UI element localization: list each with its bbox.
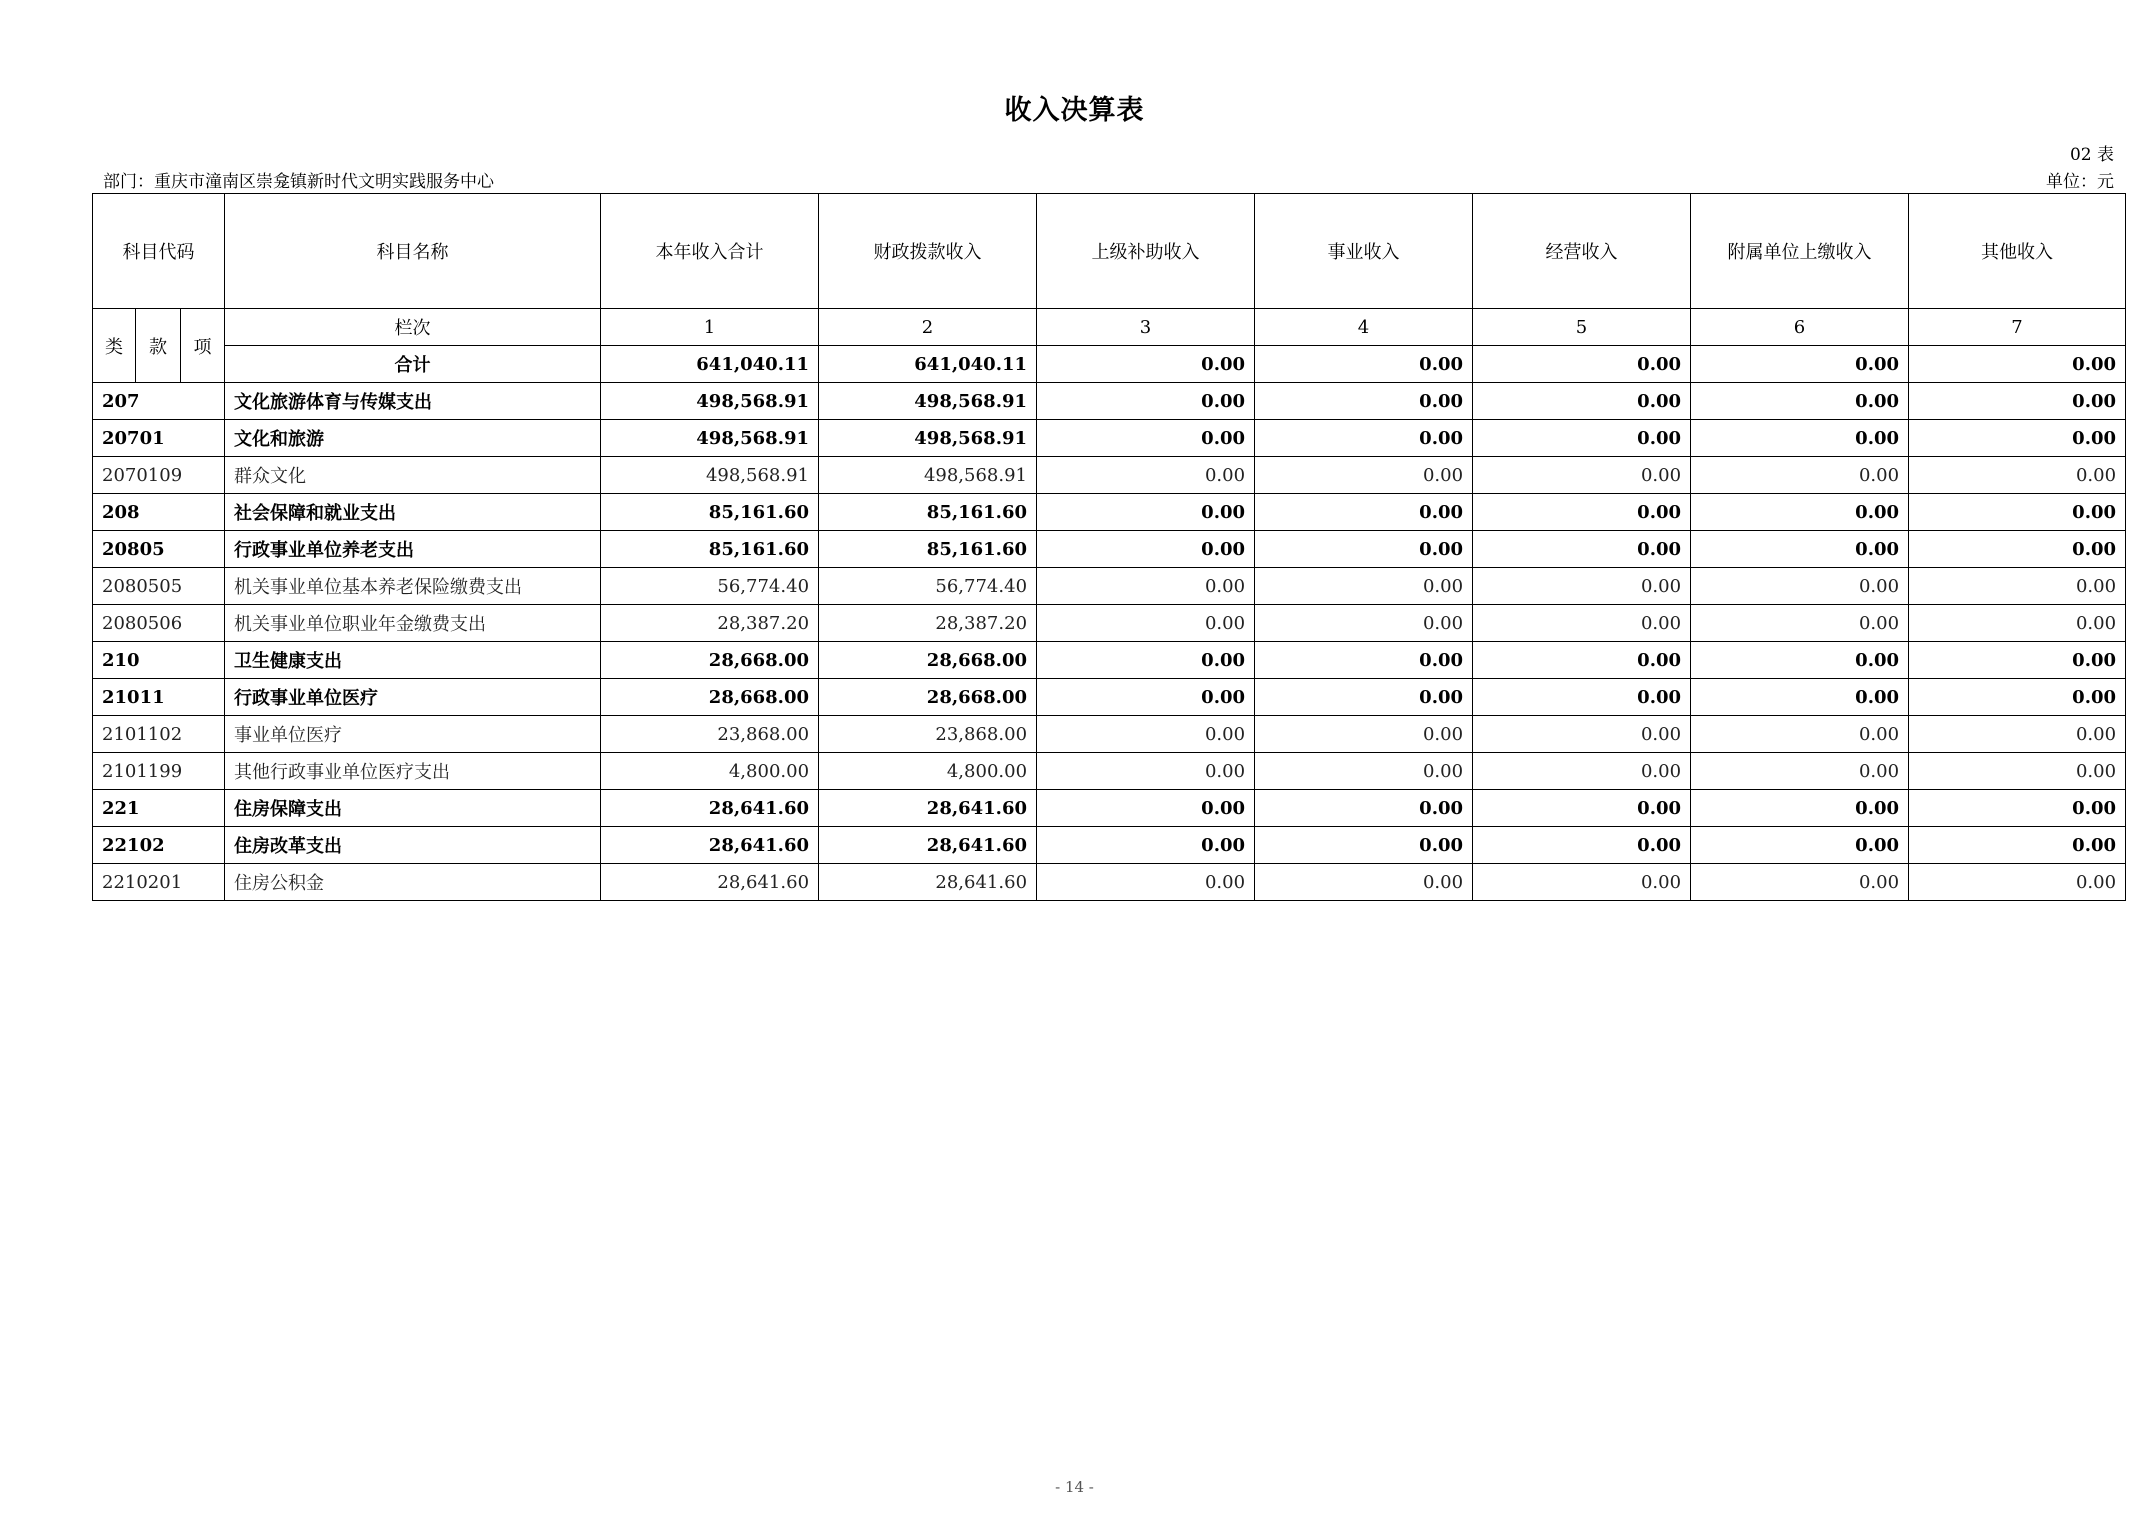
row-value: 0.00: [1909, 605, 2126, 642]
row-value: 0.00: [1909, 753, 2126, 790]
unit-label: 单位：元: [2046, 172, 2114, 192]
row-value: 0.00: [1691, 864, 1909, 901]
row-value: 0.00: [1691, 753, 1909, 790]
table-row: [93, 457, 2126, 494]
row-value: 0.00: [1255, 642, 1473, 679]
table-row: [93, 568, 2126, 605]
row-value: 498,568.91: [819, 420, 1037, 457]
row-value: 0.00: [1037, 790, 1255, 827]
row-name: 机关事业单位基本养老保险缴费支出: [225, 568, 601, 605]
row-value: 0.00: [1037, 605, 1255, 642]
table-row: [93, 642, 2126, 679]
row-value: 0.00: [1473, 642, 1691, 679]
row-value: 0.00: [1473, 568, 1691, 605]
row-value: 0.00: [1691, 642, 1909, 679]
row-value: 28,641.60: [601, 827, 819, 864]
total-value: 0.00: [1473, 346, 1691, 383]
department-label: 部门：重庆市潼南区崇龛镇新时代文明实践服务中心: [103, 172, 494, 192]
row-value: 0.00: [1255, 494, 1473, 531]
table-row: [93, 753, 2126, 790]
header-row: [93, 194, 2126, 309]
header-col: 本年收入合计: [601, 194, 819, 309]
row-value: 0.00: [1255, 753, 1473, 790]
row-value: 0.00: [1473, 790, 1691, 827]
row-value: 0.00: [1473, 864, 1691, 901]
row-value: 0.00: [1037, 383, 1255, 420]
row-value: 0.00: [1473, 679, 1691, 716]
row-value: 0.00: [1473, 531, 1691, 568]
row-value: 23,868.00: [819, 716, 1037, 753]
total-row: [93, 346, 2126, 383]
row-value: 0.00: [1473, 494, 1691, 531]
row-code: 210: [93, 642, 225, 679]
row-value: 0.00: [1037, 827, 1255, 864]
row-code: 20701: [93, 420, 225, 457]
row-value: 0.00: [1691, 716, 1909, 753]
row-name: 住房保障支出: [225, 790, 601, 827]
header-col: 其他收入: [1909, 194, 2126, 309]
row-value: 0.00: [1255, 716, 1473, 753]
row-value: 0.00: [1473, 753, 1691, 790]
row-value: 498,568.91: [819, 383, 1037, 420]
row-name: 文化旅游体育与传媒支出: [225, 383, 601, 420]
row-value: 0.00: [1255, 827, 1473, 864]
column-number: 5: [1473, 309, 1691, 346]
row-value: 0.00: [1473, 716, 1691, 753]
table-row: [93, 716, 2126, 753]
row-value: 4,800.00: [601, 753, 819, 790]
row-value: 85,161.60: [601, 531, 819, 568]
header-lei: 类: [93, 309, 136, 383]
row-value: 0.00: [1909, 679, 2126, 716]
row-value: 28,387.20: [819, 605, 1037, 642]
row-name: 行政事业单位医疗: [225, 679, 601, 716]
row-code: 2101199: [93, 753, 225, 790]
row-value: 0.00: [1473, 827, 1691, 864]
row-value: 0.00: [1255, 790, 1473, 827]
row-value: 0.00: [1037, 716, 1255, 753]
column-number: 4: [1255, 309, 1473, 346]
row-value: 0.00: [1037, 531, 1255, 568]
row-value: 0.00: [1909, 568, 2126, 605]
page-number: - 14 -: [1055, 1478, 1094, 1496]
row-value: 0.00: [1473, 605, 1691, 642]
row-value: 0.00: [1909, 864, 2126, 901]
row-code: 2210201: [93, 864, 225, 901]
header-kuan: 款: [136, 309, 181, 383]
table-row: [93, 605, 2126, 642]
header-col: 事业收入: [1255, 194, 1473, 309]
column-number: 3: [1037, 309, 1255, 346]
header-col: 财政拨款收入: [819, 194, 1037, 309]
row-code: 208: [93, 494, 225, 531]
row-value: 0.00: [1909, 716, 2126, 753]
column-number-row: [93, 309, 2126, 346]
row-value: 0.00: [1691, 457, 1909, 494]
row-value: 0.00: [1909, 642, 2126, 679]
row-value: 28,641.60: [819, 827, 1037, 864]
table-row: [93, 827, 2126, 864]
row-value: 0.00: [1691, 568, 1909, 605]
row-name: 文化和旅游: [225, 420, 601, 457]
total-label: 合计: [225, 346, 601, 383]
row-value: 0.00: [1691, 790, 1909, 827]
header-code: 科目代码: [93, 194, 225, 309]
row-value: 0.00: [1037, 753, 1255, 790]
row-value: 0.00: [1909, 383, 2126, 420]
lanci-label: 栏次: [225, 309, 601, 346]
row-value: 28,668.00: [601, 679, 819, 716]
form-number: 02 表: [2069, 145, 2114, 165]
row-name: 其他行政事业单位医疗支出: [225, 753, 601, 790]
row-value: 498,568.91: [819, 457, 1037, 494]
row-value: 0.00: [1691, 531, 1909, 568]
row-value: 0.00: [1909, 457, 2126, 494]
row-value: 0.00: [1691, 679, 1909, 716]
row-value: 0.00: [1691, 827, 1909, 864]
total-value: 0.00: [1037, 346, 1255, 383]
row-value: 0.00: [1691, 605, 1909, 642]
row-value: 0.00: [1909, 531, 2126, 568]
row-name: 群众文化: [225, 457, 601, 494]
row-value: 28,668.00: [601, 642, 819, 679]
row-value: 498,568.91: [601, 383, 819, 420]
row-value: 0.00: [1255, 531, 1473, 568]
row-value: 0.00: [1909, 494, 2126, 531]
row-code: 22102: [93, 827, 225, 864]
row-value: 85,161.60: [819, 494, 1037, 531]
row-value: 0.00: [1037, 679, 1255, 716]
row-value: 56,774.40: [601, 568, 819, 605]
total-value: 0.00: [1255, 346, 1473, 383]
column-number: 2: [819, 309, 1037, 346]
header-xiang: 项: [181, 309, 225, 383]
row-value: 85,161.60: [819, 531, 1037, 568]
row-value: 0.00: [1037, 420, 1255, 457]
row-value: 0.00: [1255, 605, 1473, 642]
row-value: 0.00: [1037, 494, 1255, 531]
row-value: 0.00: [1255, 864, 1473, 901]
row-code: 2070109: [93, 457, 225, 494]
total-value: 0.00: [1691, 346, 1909, 383]
row-value: 0.00: [1691, 494, 1909, 531]
row-name: 机关事业单位职业年金缴费支出: [225, 605, 601, 642]
row-value: 23,868.00: [601, 716, 819, 753]
row-value: 0.00: [1909, 790, 2126, 827]
header-col: 经营收入: [1473, 194, 1691, 309]
row-name: 卫生健康支出: [225, 642, 601, 679]
row-value: 28,668.00: [819, 642, 1037, 679]
row-value: 0.00: [1909, 420, 2126, 457]
row-code: 21011: [93, 679, 225, 716]
row-name: 住房改革支出: [225, 827, 601, 864]
row-code: 20805: [93, 531, 225, 568]
row-value: 0.00: [1255, 457, 1473, 494]
row-value: 56,774.40: [819, 568, 1037, 605]
total-value: 0.00: [1909, 346, 2126, 383]
row-value: 0.00: [1691, 420, 1909, 457]
table-row: [93, 494, 2126, 531]
row-value: 0.00: [1691, 383, 1909, 420]
income-table: [92, 193, 2126, 901]
row-value: 0.00: [1037, 864, 1255, 901]
page-title: 收入决算表: [1004, 95, 1145, 126]
row-value: 498,568.91: [601, 457, 819, 494]
row-value: 28,641.60: [819, 790, 1037, 827]
row-value: 0.00: [1909, 827, 2126, 864]
row-value: 0.00: [1255, 679, 1473, 716]
row-value: 0.00: [1473, 383, 1691, 420]
row-value: 0.00: [1255, 383, 1473, 420]
total-value: 641,040.11: [819, 346, 1037, 383]
table-row: [93, 531, 2126, 568]
row-value: 28,641.60: [819, 864, 1037, 901]
row-value: 28,641.60: [601, 790, 819, 827]
table-row: [93, 864, 2126, 901]
row-value: 0.00: [1473, 420, 1691, 457]
column-number: 7: [1909, 309, 2126, 346]
header-col: 附属单位上缴收入: [1691, 194, 1909, 309]
row-value: 4,800.00: [819, 753, 1037, 790]
header-col: 上级补助收入: [1037, 194, 1255, 309]
row-code: 2080505: [93, 568, 225, 605]
table-row: [93, 420, 2126, 457]
row-value: 28,641.60: [601, 864, 819, 901]
table-row: [93, 383, 2126, 420]
row-value: 0.00: [1255, 568, 1473, 605]
row-value: 28,668.00: [819, 679, 1037, 716]
row-value: 498,568.91: [601, 420, 819, 457]
row-value: 0.00: [1473, 457, 1691, 494]
row-value: 0.00: [1255, 420, 1473, 457]
total-value: 641,040.11: [601, 346, 819, 383]
row-name: 社会保障和就业支出: [225, 494, 601, 531]
row-name: 行政事业单位养老支出: [225, 531, 601, 568]
row-value: 0.00: [1037, 457, 1255, 494]
row-code: 2080506: [93, 605, 225, 642]
row-name: 事业单位医疗: [225, 716, 601, 753]
table-row: [93, 679, 2126, 716]
row-code: 207: [93, 383, 225, 420]
row-value: 28,387.20: [601, 605, 819, 642]
row-code: 221: [93, 790, 225, 827]
table-row: [93, 790, 2126, 827]
column-number: 1: [601, 309, 819, 346]
column-number: 6: [1691, 309, 1909, 346]
row-name: 住房公积金: [225, 864, 601, 901]
row-value: 85,161.60: [601, 494, 819, 531]
row-code: 2101102: [93, 716, 225, 753]
header-name: 科目名称: [225, 194, 601, 309]
row-value: 0.00: [1037, 568, 1255, 605]
row-value: 0.00: [1037, 642, 1255, 679]
